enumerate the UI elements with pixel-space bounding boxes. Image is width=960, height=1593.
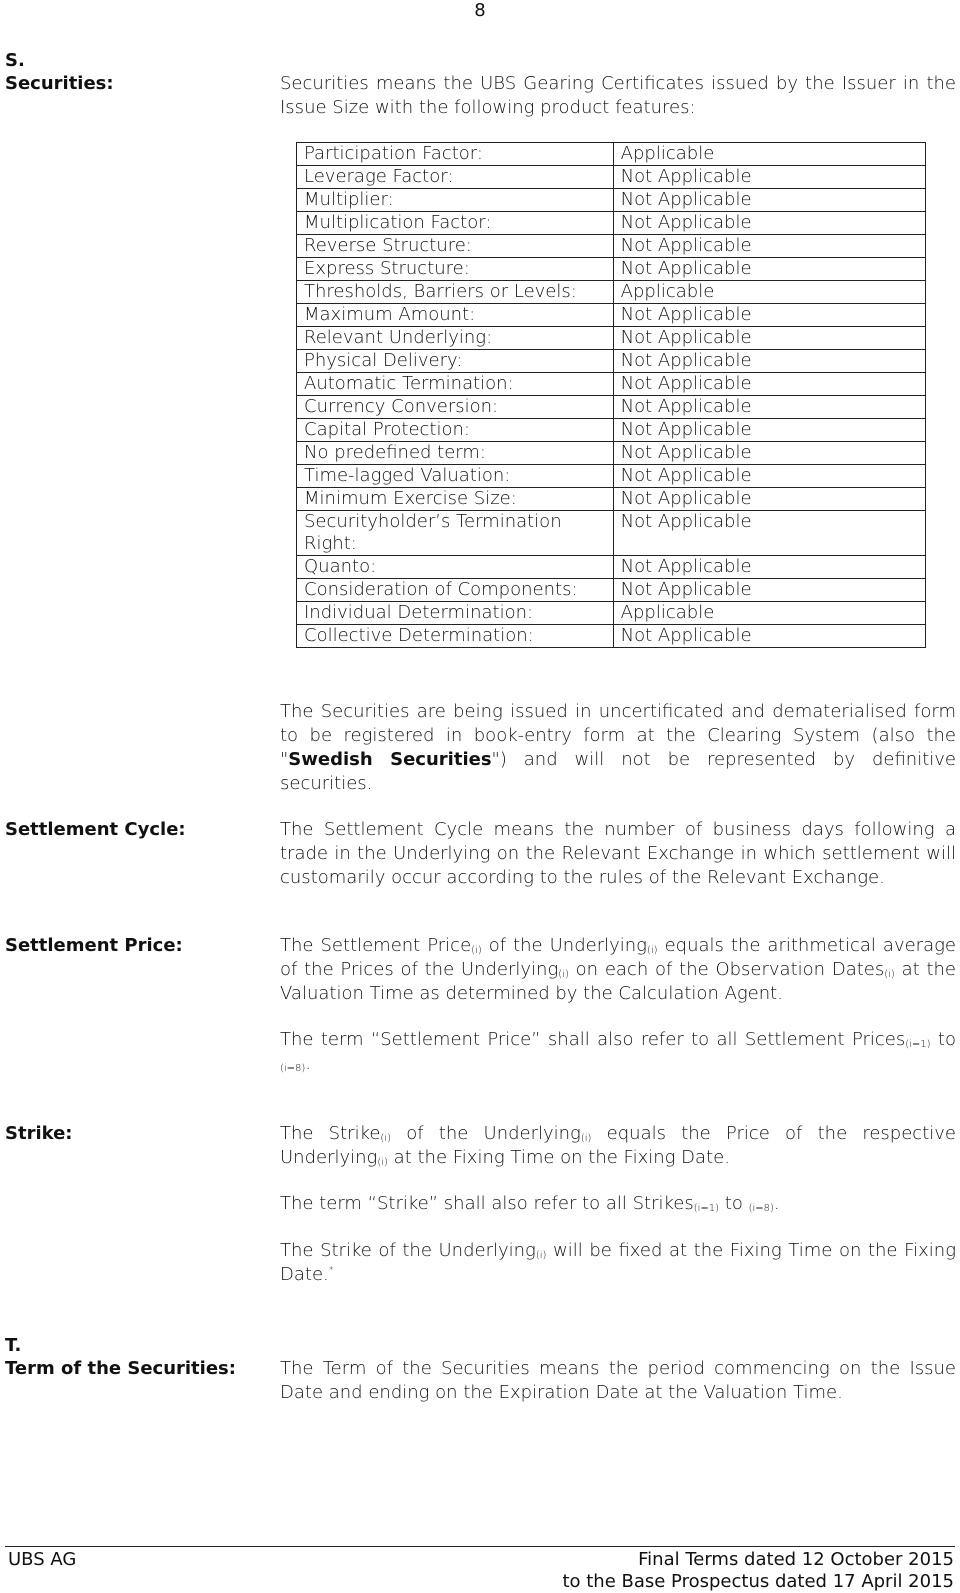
feature-value: Not Applicable bbox=[613, 373, 925, 396]
feature-name: Maximum Amount: bbox=[297, 304, 614, 327]
subscript-i: (i) bbox=[471, 945, 482, 956]
text-run: The Strike bbox=[280, 1123, 381, 1144]
feature-row bbox=[297, 350, 926, 373]
footnote-asterisk: * bbox=[328, 1265, 334, 1276]
text-run: will be fixed at the Fixing Time on the Fixing Date. bbox=[280, 1240, 956, 1285]
subscript-i: (i) bbox=[377, 1157, 388, 1168]
feature-value: Not Applicable bbox=[613, 579, 925, 602]
text-run: at the Valuation Time as determined by the Calculation Agent. bbox=[280, 959, 956, 1004]
feature-value: Not Applicable bbox=[613, 419, 925, 442]
feature-value: Applicable bbox=[613, 602, 925, 625]
feature-value: Not Applicable bbox=[613, 166, 925, 189]
product-features-table bbox=[296, 142, 926, 648]
feature-name: Securityholder’s Termination Right: bbox=[297, 511, 614, 556]
securities-form-paragraph bbox=[280, 700, 956, 796]
subscript-i1: (i=1) bbox=[905, 1039, 931, 1050]
feature-name: Quanto: bbox=[297, 556, 614, 579]
feature-value: Not Applicable bbox=[613, 212, 925, 235]
feature-name: Currency Conversion: bbox=[297, 396, 614, 419]
feature-row bbox=[297, 281, 926, 304]
feature-name: Participation Factor: bbox=[297, 143, 614, 166]
subscript-i: (i) bbox=[646, 945, 658, 956]
feature-row bbox=[297, 488, 926, 511]
term-securities: Securities: bbox=[5, 73, 114, 94]
product-features-body bbox=[297, 143, 926, 648]
feature-value: Not Applicable bbox=[613, 488, 925, 511]
feature-row bbox=[297, 327, 926, 350]
text-run: to bbox=[719, 1193, 749, 1214]
feature-row bbox=[297, 235, 926, 258]
text-run: equals the Price of the respective Underlying bbox=[280, 1123, 956, 1168]
feature-name: Express Structure: bbox=[297, 258, 614, 281]
feature-row bbox=[297, 373, 926, 396]
strike-paragraph-1 bbox=[280, 1122, 956, 1170]
feature-name: Time-lagged Valuation: bbox=[297, 465, 614, 488]
subscript-i: (i) bbox=[884, 969, 895, 980]
text-run: of the Underlying bbox=[481, 935, 647, 956]
feature-value: Not Applicable bbox=[613, 304, 925, 327]
term-of-securities-text: The Term of the Securities means the period commencing on the Issue Date and ending on the Expiration Date at the Valuation Time. bbox=[280, 1358, 956, 1403]
feature-value: Not Applicable bbox=[613, 625, 925, 648]
feature-value: Not Applicable bbox=[613, 235, 925, 258]
text-run: equals the arithmetical average of the Prices of the Underlying bbox=[280, 935, 956, 980]
feature-name: Individual Determination: bbox=[297, 602, 614, 625]
feature-row bbox=[297, 396, 926, 419]
text-run: The Settlement Price bbox=[280, 935, 472, 956]
feature-value: Not Applicable bbox=[613, 465, 925, 488]
settlement-cycle-text: The Settlement Cycle means the number of business days following a trade in the Underlying on the Relevant Exchange in which settlement will customarily occur according to the rules of the Relevant Exchange. bbox=[280, 819, 956, 888]
feature-row bbox=[297, 166, 926, 189]
feature-name: Collective Determination: bbox=[297, 625, 614, 648]
text-run: The term “Strike” shall also refer to all Strikes bbox=[280, 1193, 694, 1214]
footer-final-terms-date: Final Terms dated 12 October 2015 bbox=[638, 1549, 954, 1570]
text-run: . bbox=[773, 1193, 780, 1214]
feature-name: Physical Delivery: bbox=[297, 350, 614, 373]
term-settlement-price: Settlement Price: bbox=[5, 935, 183, 956]
feature-row bbox=[297, 304, 926, 327]
footer-dates bbox=[562, 1549, 954, 1593]
feature-value: Not Applicable bbox=[613, 327, 925, 350]
subscript-i: (i) bbox=[380, 1133, 392, 1144]
subscript-i: (i) bbox=[558, 969, 569, 980]
feature-row bbox=[297, 212, 926, 235]
feature-row bbox=[297, 419, 926, 442]
term-strike: Strike: bbox=[5, 1123, 73, 1144]
feature-name: Leverage Factor: bbox=[297, 166, 614, 189]
feature-row bbox=[297, 442, 926, 465]
settlement-price-paragraph-1 bbox=[280, 934, 956, 1006]
feature-value: Not Applicable bbox=[613, 350, 925, 373]
strike-paragraph-2 bbox=[280, 1192, 956, 1216]
feature-name: Multiplier: bbox=[297, 189, 614, 212]
feature-row bbox=[297, 556, 926, 579]
text-run: to bbox=[930, 1029, 956, 1050]
feature-name: Thresholds, Barriers or Levels: bbox=[297, 281, 614, 304]
feature-value: Not Applicable bbox=[613, 258, 925, 281]
subscript-i: (i) bbox=[580, 1133, 592, 1144]
feature-value: Applicable bbox=[613, 143, 925, 166]
feature-value: Not Applicable bbox=[613, 511, 925, 556]
swedish-securities-defined-term: Swedish Securities bbox=[288, 749, 492, 770]
form-text-2: ") and will not be represented by definitive securities. bbox=[280, 749, 956, 794]
feature-row bbox=[297, 465, 926, 488]
feature-value: Not Applicable bbox=[613, 189, 925, 212]
text-run: The Strike of the Underlying bbox=[280, 1240, 536, 1261]
subscript-i: (i) bbox=[535, 1250, 547, 1261]
footer-divider bbox=[5, 1546, 955, 1547]
page-number: 8 bbox=[474, 0, 486, 21]
feature-row bbox=[297, 189, 926, 212]
term-term-of-securities: Term of the Securities: bbox=[5, 1358, 236, 1379]
text-run: of the Underlying bbox=[391, 1123, 581, 1144]
text-run: at the Fixing Time on the Fixing Date. bbox=[387, 1147, 730, 1168]
feature-row bbox=[297, 625, 926, 648]
subscript-i1: (i=1) bbox=[693, 1203, 720, 1214]
feature-row bbox=[297, 579, 926, 602]
subscript-i8: (i=8) bbox=[748, 1203, 774, 1214]
feature-value: Not Applicable bbox=[613, 396, 925, 419]
feature-row bbox=[297, 143, 926, 166]
feature-name: Minimum Exercise Size: bbox=[297, 488, 614, 511]
text-run: The term “Settlement Price” shall also refer to all Settlement Prices bbox=[280, 1029, 906, 1050]
feature-name: No predefined term: bbox=[297, 442, 614, 465]
subscript-i8: (i=8) bbox=[280, 1063, 306, 1074]
settlement-price-paragraph-2 bbox=[280, 1028, 956, 1076]
footer-issuer: UBS AG bbox=[8, 1549, 77, 1570]
section-letter-s: S. bbox=[5, 50, 25, 71]
feature-name: Automatic Termination: bbox=[297, 373, 614, 396]
feature-value: Applicable bbox=[613, 281, 925, 304]
text-run: . bbox=[305, 1053, 312, 1074]
feature-name: Reverse Structure: bbox=[297, 235, 614, 258]
feature-row bbox=[297, 602, 926, 625]
text-run: on each of the Observation Dates bbox=[568, 959, 885, 980]
section-letter-t: T. bbox=[5, 1335, 22, 1356]
feature-row bbox=[297, 258, 926, 281]
strike-paragraph-3 bbox=[280, 1239, 956, 1287]
term-settlement-cycle: Settlement Cycle: bbox=[5, 819, 186, 840]
form-text-1: The Securities are being issued in uncertificated and dematerialised form to be registered in book-entry form at the Clearing System (also the " bbox=[280, 701, 956, 770]
feature-value: Not Applicable bbox=[613, 442, 925, 465]
feature-row bbox=[297, 511, 926, 556]
securities-intro: Securities means the UBS Gearing Certificates issued by the Issuer in the Issue Size with the following product features: bbox=[280, 73, 956, 118]
feature-name: Consideration of Components: bbox=[297, 579, 614, 602]
footer-base-prospectus-date: to the Base Prospectus dated 17 April 2015 bbox=[562, 1571, 954, 1592]
feature-value: Not Applicable bbox=[613, 556, 925, 579]
feature-name: Capital Protection: bbox=[297, 419, 614, 442]
feature-name: Relevant Underlying: bbox=[297, 327, 614, 350]
feature-name: Multiplication Factor: bbox=[297, 212, 614, 235]
